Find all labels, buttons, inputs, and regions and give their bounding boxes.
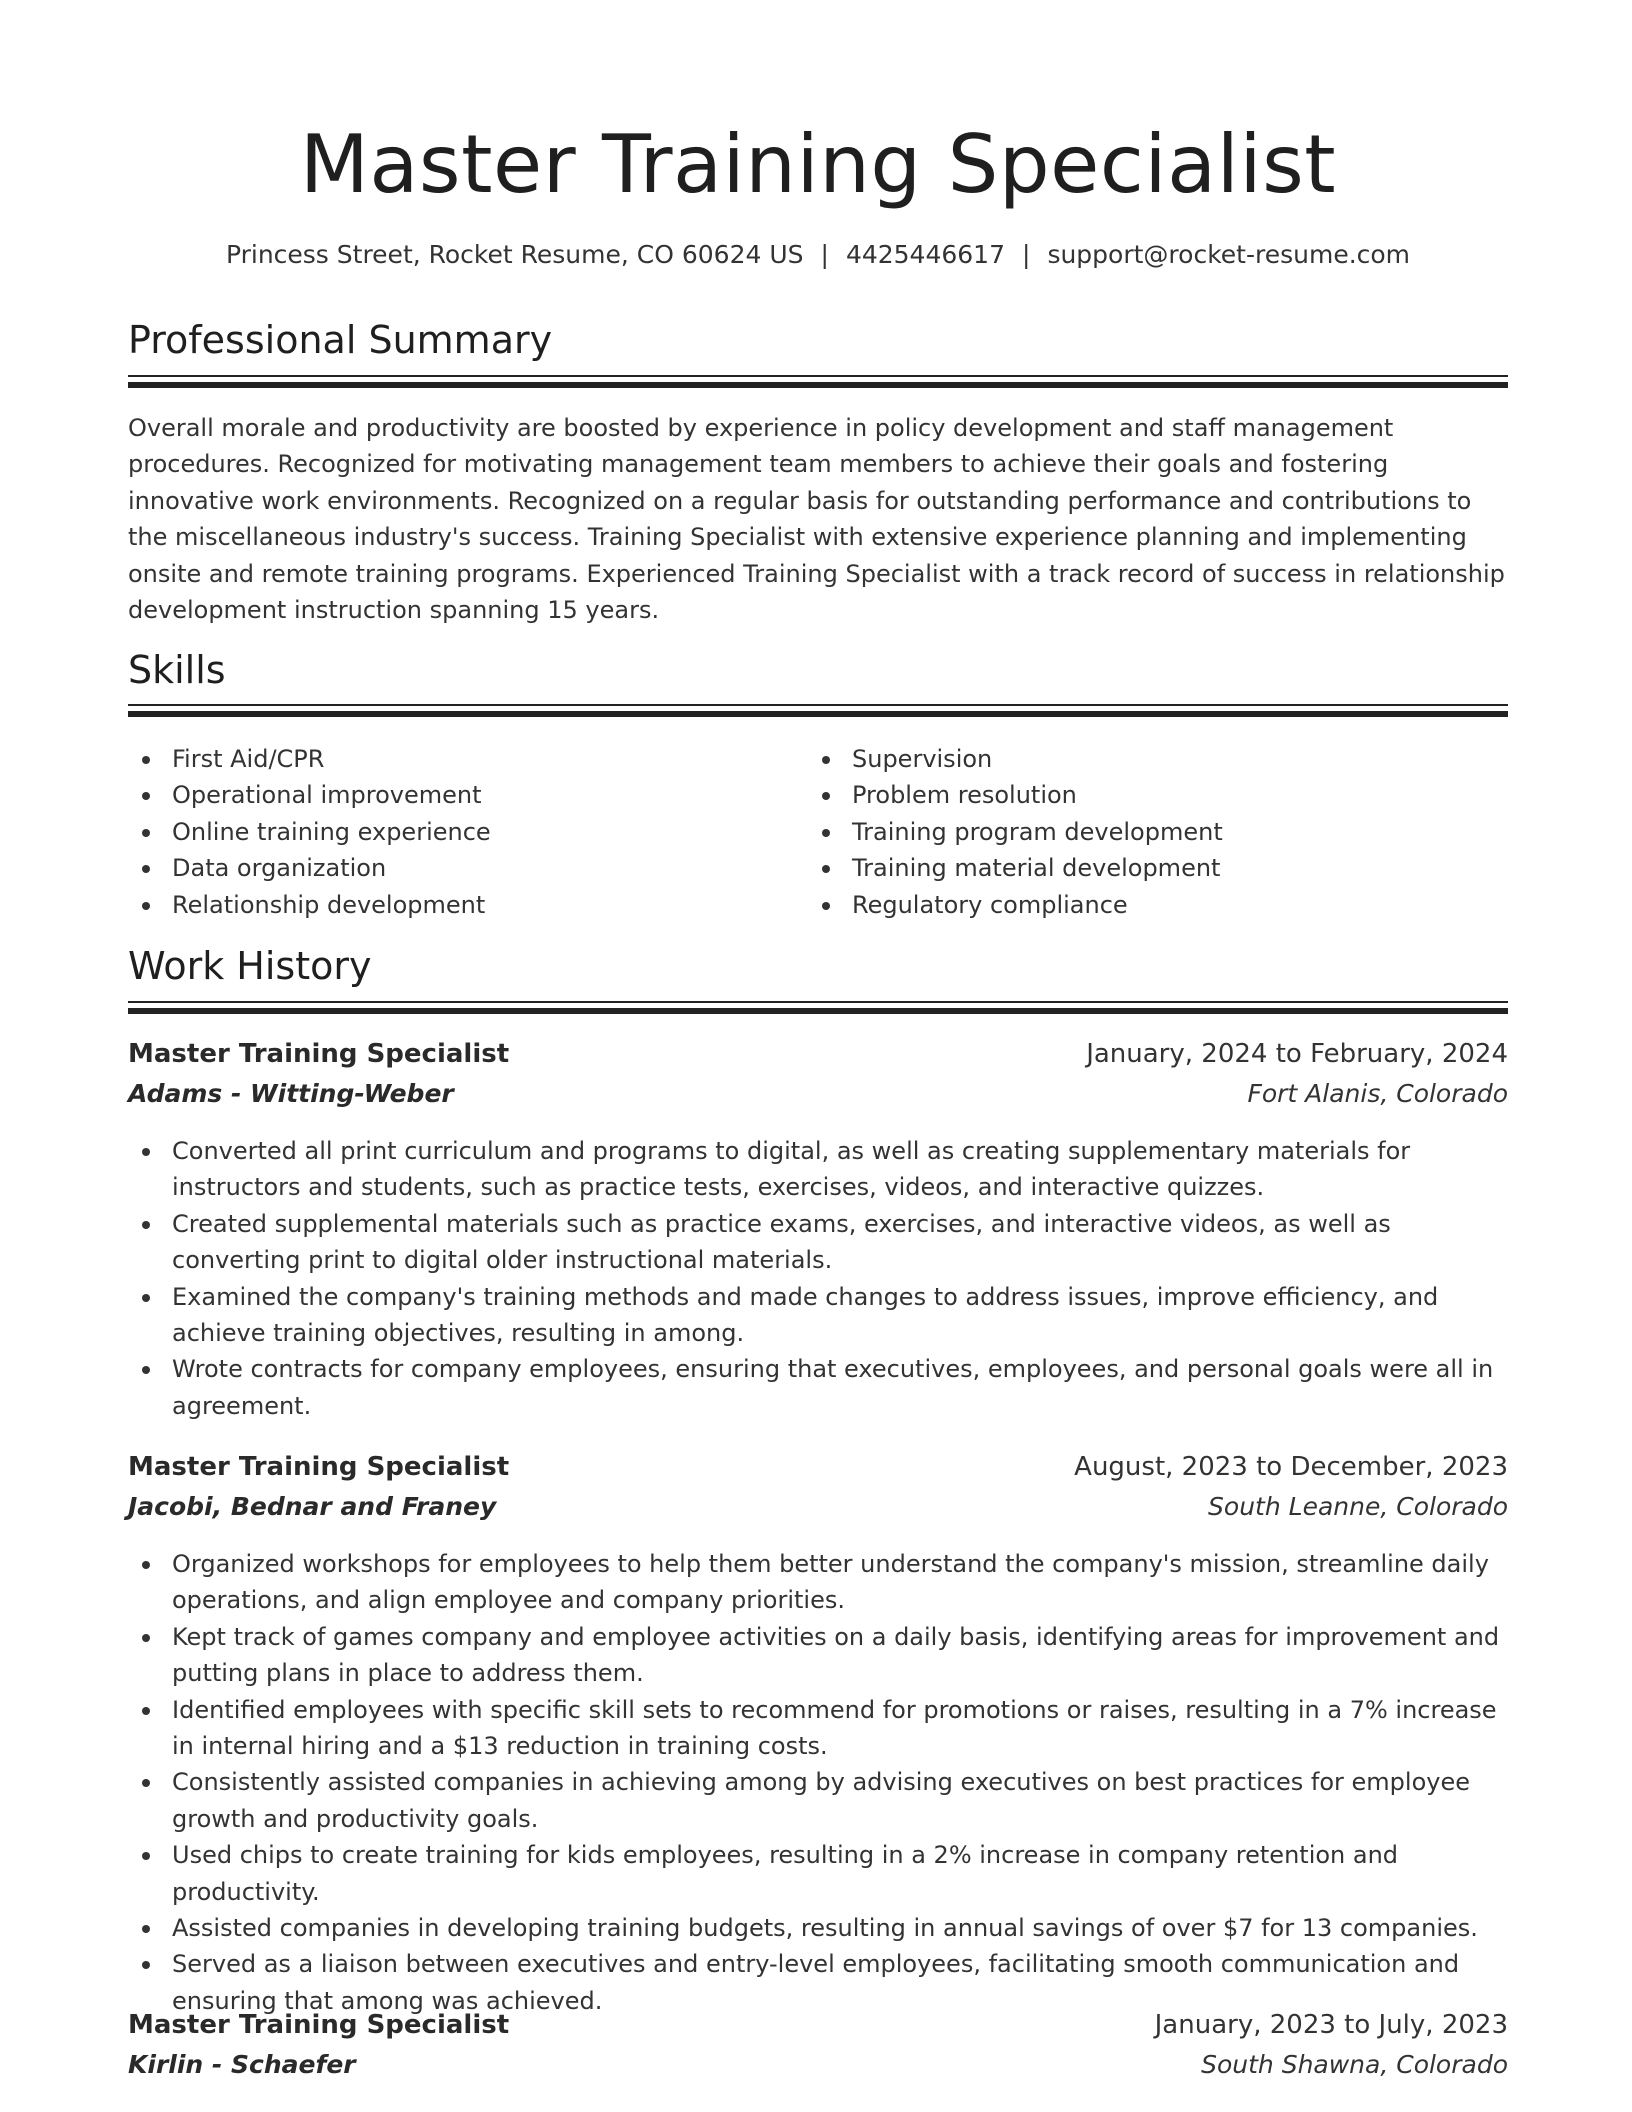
- job-location: South Leanne, Colorado: [1208, 1492, 1508, 1521]
- skills-list-left: [128, 741, 808, 923]
- skill-item: Online training experience: [128, 814, 808, 850]
- job-dates: January, 2024 to February, 2024: [1086, 1039, 1508, 1069]
- job-subheader: [128, 2050, 1508, 2090]
- skill-item: Regulatory compliance: [808, 887, 1488, 923]
- job-bullet: Examined the company's training methods and made changes to address issues, improve efficiency, and achieve training objectives, resulting in among.: [128, 1279, 1508, 1352]
- job-title: Master Training Specialist: [128, 1039, 510, 1069]
- job-bullets: [128, 1133, 1508, 1424]
- contact-address: Princess Street, Rocket Resume, CO 60624 US: [225, 240, 804, 269]
- job-title: Master Training Specialist: [128, 2010, 510, 2040]
- skill-item: Training material development: [808, 850, 1488, 886]
- job-header: [128, 2010, 1508, 2050]
- job-company: Jacobi, Bednar and Franey: [128, 1492, 497, 1521]
- job-bullet: Created supplemental materials such as practice exams, exercises, and interactive videos, as well as converting print to digital older instructional materials.: [128, 1206, 1508, 1279]
- contact-email: support@rocket-resume.com: [1047, 240, 1411, 269]
- job-bullet: Kept track of games company and employee activities on a daily basis, identifying areas for improvement and putting plans in place to address them.: [128, 1619, 1508, 1692]
- section-title-summary: Professional Summary: [128, 318, 553, 362]
- job-bullet: Converted all print curriculum and programs to digital, as well as creating supplementary materials for instructors and students, such as practice tests, exercises, videos, and interactive quizzes.: [128, 1133, 1508, 1206]
- job-bullet: Organized workshops for employees to help them better understand the company's mission, streamline daily operations, and align employee and company priorities.: [128, 1546, 1508, 1619]
- job-entry: [128, 1039, 1508, 1424]
- job-dates: August, 2023 to December, 2023: [1074, 1452, 1508, 1482]
- skill-item: Operational improvement: [128, 777, 808, 813]
- contact-separator: |: [1022, 240, 1031, 269]
- job-entry: [128, 1452, 1508, 2019]
- skill-item: First Aid/CPR: [128, 741, 808, 777]
- job-entry: [128, 2010, 1508, 2090]
- job-bullets: [128, 1546, 1508, 2019]
- job-bullet: Assisted companies in developing training budgets, resulting in annual savings of over $7 for 13 companies.: [128, 1910, 1508, 1946]
- contact-separator: |: [820, 240, 829, 269]
- job-location: Fort Alanis, Colorado: [1247, 1079, 1508, 1108]
- section-divider: [128, 704, 1508, 717]
- section-title-skills: Skills: [128, 648, 226, 692]
- contact-line: [128, 240, 1508, 269]
- job-company: Adams - Witting-Weber: [128, 1079, 454, 1108]
- job-subheader: [128, 1492, 1508, 1532]
- job-bullet: Wrote contracts for company employees, ensuring that executives, employees, and personal goals were all in agreement.: [128, 1351, 1508, 1424]
- job-bullet: Used chips to create training for kids employees, resulting in a 2% increase in company retention and productivity.: [128, 1837, 1508, 1910]
- job-location: South Shawna, Colorado: [1201, 2050, 1508, 2079]
- skill-item: Problem resolution: [808, 777, 1488, 813]
- resume-name: Master Training Specialist: [299, 118, 1337, 211]
- job-bullet: Identified employees with specific skill sets to recommend for promotions or raises, resulting in a 7% increase in internal hiring and a $13 reduction in training costs.: [128, 1692, 1508, 1765]
- contact-phone: 4425446617: [845, 240, 1005, 269]
- job-dates: January, 2023 to July, 2023: [1154, 2010, 1508, 2040]
- job-subheader: [128, 1079, 1508, 1119]
- section-divider: [128, 375, 1508, 388]
- skills-list-right: [808, 741, 1488, 923]
- summary-text: Overall morale and productivity are boosted by experience in policy development and staff management procedures. Recognized for motivating management team members to achieve their goals and fostering innovative work environments. Recognized on a regular basis for outstanding performance and contributions to the miscellaneous industry's success. Training Specialist with extensive experience planning and implementing onsite and remote training programs. Experienced Training Specialist with a track record of success in relationship development instruction spanning 15 years.: [128, 414, 1505, 625]
- skill-item: Data organization: [128, 850, 808, 886]
- job-title: Master Training Specialist: [128, 1452, 510, 1482]
- skill-item: Relationship development: [128, 887, 808, 923]
- section-title-work-history: Work History: [128, 944, 372, 988]
- job-header: [128, 1039, 1508, 1079]
- skill-item: Training program development: [808, 814, 1488, 850]
- skill-item: Supervision: [808, 741, 1488, 777]
- job-header: [128, 1452, 1508, 1492]
- section-divider: [128, 1001, 1508, 1014]
- job-bullet: Served as a liaison between executives and entry-level employees, facilitating smooth communication and ensuring that among was achieved.: [128, 1946, 1508, 2019]
- job-company: Kirlin - Schaefer: [128, 2050, 356, 2079]
- job-bullet: Consistently assisted companies in achieving among by advising executives on best practices for employee growth and productivity goals.: [128, 1764, 1508, 1837]
